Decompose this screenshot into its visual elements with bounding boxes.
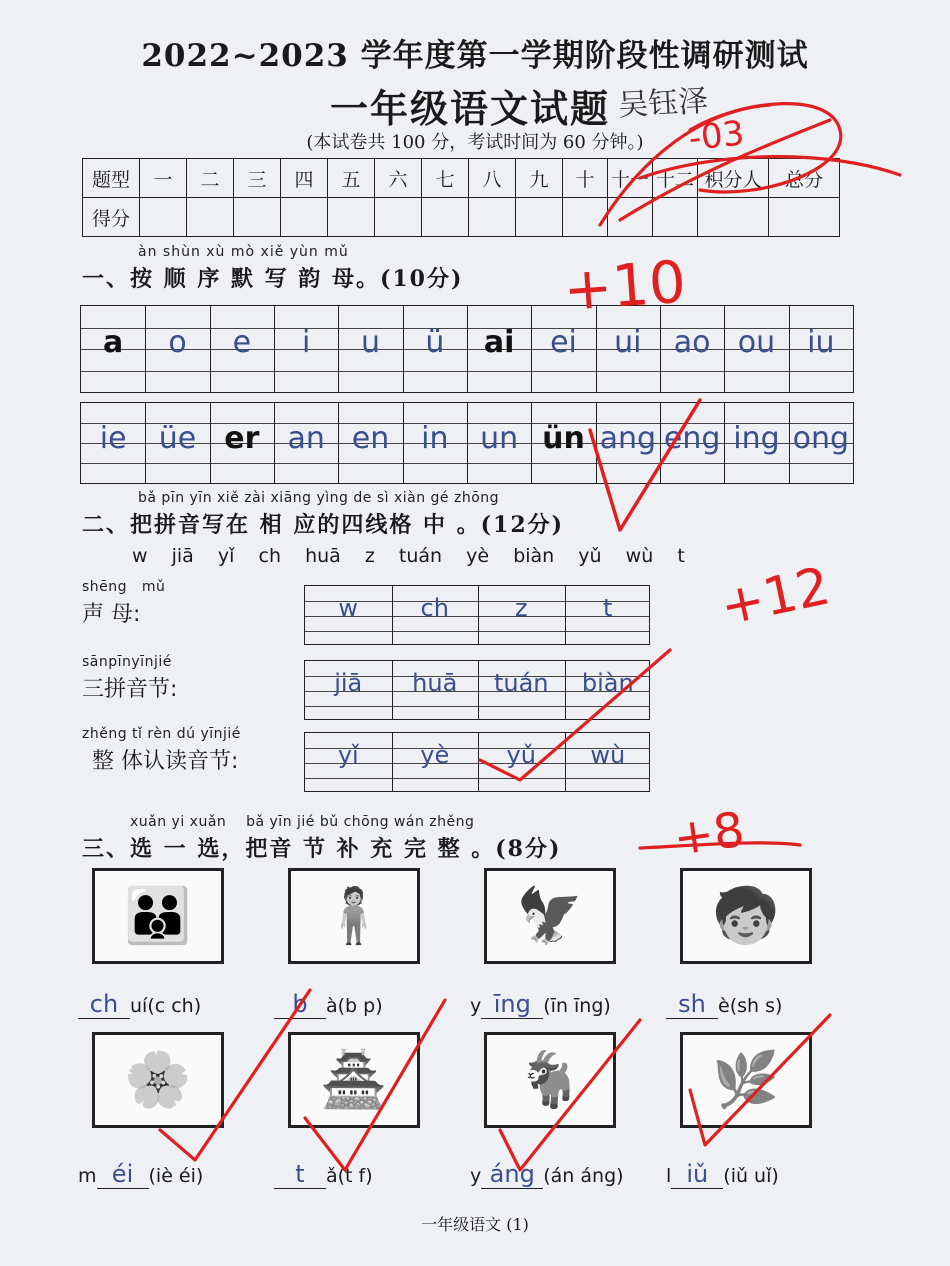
page-footer: 一年级语文 (1): [421, 1215, 529, 1234]
section1-pinyin: àn shùn xù mò xiě yùn mǔ: [138, 244, 349, 260]
syllable-prefix: y: [470, 1165, 482, 1187]
grid-answer: un: [480, 420, 519, 456]
family-icon: 👪: [124, 884, 192, 947]
syllable-options: (iè éi): [148, 1165, 204, 1187]
grid-answer: ao: [673, 324, 711, 360]
grid-answer: u: [360, 324, 380, 360]
score-label-cell: 得分: [83, 198, 140, 237]
answer-blank[interactable]: īng: [481, 990, 543, 1019]
row-pinyin: shēng mǔ: [82, 579, 166, 595]
top-scribble-text: -03: [686, 113, 747, 159]
score-header-cell: 积分人: [698, 159, 769, 198]
student-name: 吴钰泽: [617, 83, 710, 124]
grid-answer: in: [421, 420, 449, 456]
answer-blank[interactable]: éi: [97, 1160, 149, 1189]
exam-note: (本试卷共 100 分，考试时间为 60 分钟。): [306, 132, 644, 153]
goat-icon: 🐐: [516, 1048, 584, 1111]
man-icon: 🧍: [320, 884, 388, 947]
row-label: 声 母:: [82, 602, 141, 627]
grid-answer: ch: [420, 594, 449, 622]
row-pinyin: zhěng tǐ rèn dú yīnjié: [82, 726, 241, 742]
grid-answer: ai: [483, 324, 515, 360]
answer-blank[interactable]: b: [274, 990, 326, 1019]
syllable-options: à(b p): [326, 995, 383, 1017]
grid-answer: huā: [412, 669, 458, 697]
grid-answer: ei: [550, 324, 577, 360]
grid-answer: er: [224, 420, 260, 456]
grid-answer: ou: [737, 324, 776, 360]
grid-answer: t: [603, 594, 613, 622]
section2-title: 二、把拼音写在 相 应的四线格 中 。(12分): [82, 512, 565, 538]
score-header-cell: 二: [187, 159, 234, 198]
score-mark-3: +8: [669, 801, 748, 867]
grid-answer: ong: [792, 420, 850, 456]
check-mark-6: [690, 1015, 830, 1145]
row-label: 整 体认读音节:: [92, 749, 239, 774]
word-bank: w jiā yǐ ch huā z tuán yè biàn yǔ wù t: [132, 545, 685, 567]
score-mark-2: +12: [715, 556, 836, 638]
row-label: 三拼音节:: [82, 677, 178, 702]
grid-answer: wù: [590, 741, 626, 769]
section3-title: 三、选 一 选，把音 节 补 充 完 整 。(8分): [82, 836, 562, 862]
score-header-cell: 总分: [769, 159, 840, 198]
grid-answer: ie: [99, 420, 127, 456]
answer-blank[interactable]: iǔ: [671, 1160, 723, 1189]
grid-answer: ing: [733, 420, 780, 456]
grid-answer: biàn: [581, 669, 634, 697]
section1-title: 一、按 顺 序 默 写 韵 母。(10分): [82, 266, 464, 292]
score-mark-1: +10: [561, 247, 689, 324]
check-mark-2: [480, 650, 670, 780]
answer-blank[interactable]: ch: [78, 990, 130, 1019]
grid-answer: ü: [425, 324, 445, 360]
answer-blank[interactable]: áng: [481, 1160, 543, 1189]
syllable-prefix: m: [78, 1165, 97, 1187]
section2-pinyin: bǎ pīn yīn xiě zài xiāng yìng de sì xiàn gé zhōng: [138, 490, 500, 506]
boy-icon: 🧒: [712, 884, 780, 947]
grid-answer: jiā: [334, 669, 363, 697]
syllable-prefix: l: [666, 1165, 672, 1187]
section3-pinyin: xuǎn yi xuǎn bǎ yīn jié bǔ chōng wán zhěng: [130, 814, 475, 830]
plum-blossom-icon: 🌸: [124, 1048, 192, 1111]
score-header-cell: 四: [281, 159, 328, 198]
grid-answer: yǐ: [337, 741, 359, 769]
check-mark-5: [500, 1020, 640, 1170]
score-header-cell: 三: [234, 159, 281, 198]
score-header-cell: 八: [469, 159, 516, 198]
grid-answer: e: [232, 324, 252, 360]
grid-answer: a: [103, 324, 124, 360]
check-mark-1: [590, 400, 700, 530]
grid-answer: üe: [158, 420, 197, 456]
grid-answer: tuán: [493, 669, 549, 697]
score-header-cell: 六: [375, 159, 422, 198]
exam-title: 2022~2023 学年度第一学期阶段性调研测试: [141, 38, 809, 74]
grid-answer: iu: [807, 324, 835, 360]
score-header-cell: 十一: [608, 159, 653, 198]
grid-answer: w: [338, 594, 359, 622]
syllable-options: (iǔ uǐ): [723, 1165, 779, 1187]
grid-answer: yè: [420, 741, 450, 769]
syllable-options: ǎ(t f): [326, 1165, 373, 1187]
row-pinyin: sānpīnyīnjié: [82, 654, 172, 670]
grid-answer: z: [514, 594, 528, 622]
pagoda-icon: 🏯: [320, 1048, 388, 1111]
grid-answer: ang: [599, 420, 657, 456]
score-header-cell: 题型: [83, 159, 140, 198]
grid-answer: en: [351, 420, 390, 456]
exam-subtitle: 一年级语文试题: [330, 86, 611, 131]
syllable-options: uí(c ch): [130, 995, 202, 1017]
grid-answer: i: [301, 324, 311, 360]
score-header-cell: 十二: [653, 159, 698, 198]
willow-icon: 🌿: [712, 1048, 780, 1111]
grid-answer: an: [287, 420, 325, 456]
syllable-options: è(sh s): [718, 995, 783, 1017]
check-mark-3: [160, 990, 310, 1160]
grid-answer: ui: [614, 324, 642, 360]
grid-answer: eng: [663, 420, 721, 456]
syllable-prefix: y: [470, 995, 482, 1017]
grid-answer: ün: [542, 420, 585, 456]
score-header-cell: 一: [140, 159, 187, 198]
score-header-cell: 五: [328, 159, 375, 198]
score-header-cell: 十: [563, 159, 608, 198]
grid-answer: o: [168, 324, 187, 360]
syllable-options: (án áng): [543, 1165, 624, 1187]
check-mark-4: [305, 1000, 445, 1170]
score-header-cell: 七: [422, 159, 469, 198]
eagle-icon: 🦅: [516, 884, 584, 947]
grid-answer: yǔ: [506, 741, 536, 769]
syllable-options: (īn īng): [543, 995, 611, 1017]
answer-blank[interactable]: t: [274, 1160, 326, 1189]
answer-blank[interactable]: sh: [666, 990, 718, 1019]
score-header-cell: 九: [516, 159, 563, 198]
